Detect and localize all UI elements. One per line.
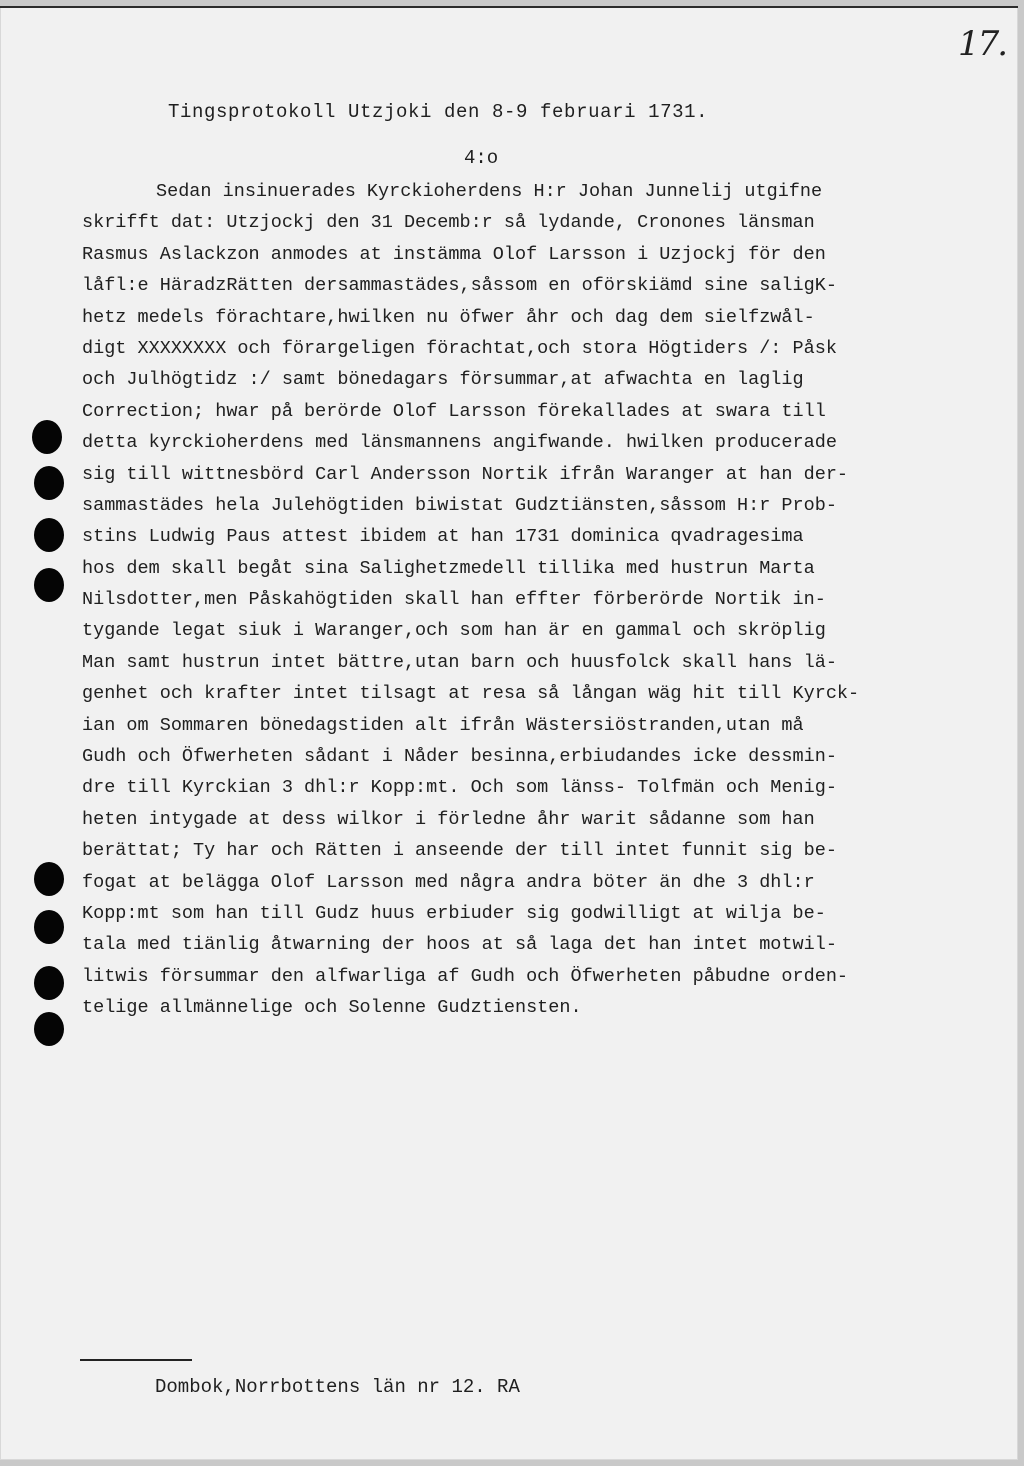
text-line: Rasmus Aslackzon anmodes at instämma Olof Larsson i Uzjockj för den (82, 243, 826, 265)
text-line: telige allmännelige och Solenne Gudztiensten. (82, 997, 582, 1019)
page-top-edge (0, 6, 1018, 8)
punch-hole (34, 910, 64, 944)
text-line: Kopp:mt som han till Gudz huus erbiuder sig godwilligt at wilja be- (82, 902, 826, 924)
text-line: skrifft dat: Utzjockj den 31 Decemb:r så lydande, Cronones länsman (82, 212, 815, 234)
punch-hole (32, 420, 62, 454)
document-page (0, 6, 1018, 1460)
text-line: Man samt hustrun intet bättre,utan barn och huusfolck skall hans lä- (82, 651, 837, 673)
text-line: låfl:e HäradzRätten dersammastädes,såssom en oförskiämd sine saligK- (82, 275, 837, 297)
text-line: hos dem skall begåt sina Salighetzmedell tillika med hustrun Marta (82, 557, 815, 579)
section-number: 4:o (464, 147, 499, 169)
text-line: digt XXXXXXXX och förargeligen förachtat,och stora Högtiders /: Påsk (82, 337, 837, 359)
punch-hole (34, 966, 64, 1000)
text-line: Correction; hwar på berörde Olof Larsson förekallades at swara till (82, 400, 826, 422)
text-line: fogat at belägga Olof Larsson med några andra böter än dhe 3 dhl:r (82, 871, 815, 893)
text-line: sammastädes hela Julehögtiden biwistat Gudztiänsten,såssom H:r Prob- (82, 494, 837, 516)
punch-hole (34, 1012, 64, 1046)
text-line: detta kyrckioherdens med länsmannens angifwande. hwilken producerade (82, 432, 837, 454)
text-line: Nilsdotter,men Påskahögtiden skall han effter förberörde Nortik in- (82, 589, 826, 611)
footnote-rule (80, 1359, 192, 1361)
page-number: 17. (958, 24, 1007, 64)
text-line: berättat; Ty har och Rätten i anseende der till intet funnit sig be- (82, 840, 837, 862)
text-line: sig till wittnesbörd Carl Andersson Nortik ifrån Waranger at han der- (82, 463, 849, 485)
text-line: dre till Kyrckian 3 dhl:r Kopp:mt. Och som länss- Tolfmän och Menig- (82, 777, 837, 799)
text-line: tygande legat siuk i Waranger,och som han är en gammal och skröplig (82, 620, 826, 642)
document-heading: Tingsprotokoll Utzjoki den 8-9 februari 1731. (168, 101, 709, 123)
footnote: Dombok,Norrbottens län nr 12. RA (155, 1376, 520, 1398)
punch-hole (34, 568, 64, 602)
text-line: hetz medels förachtare,hwilken nu öfwer åhr och dag dem sielfzwål- (82, 306, 815, 328)
text-line: heten intygade at dess wilkor i förledne åhr warit sådanne som han (82, 808, 815, 830)
text-line: stins Ludwig Paus attest ibidem at han 1731 dominica qvadragesima (82, 526, 804, 548)
text-line: tala med tiänlig åtwarning der hoos at så laga det han intet motwil- (82, 934, 837, 956)
body-text (82, 176, 962, 1024)
text-line: ian om Sommaren bönedagstiden alt ifrån Wästersiöstranden,utan må (82, 714, 804, 736)
punch-hole (34, 466, 64, 500)
text-line: litwis försummar den alfwarliga af Gudh och Öfwerheten påbudne orden- (82, 965, 849, 987)
text-line: Sedan insinuerades Kyrckioherdens H:r Johan Junnelij utgifne (156, 181, 823, 202)
punch-hole (34, 518, 64, 552)
text-line: Gudh och Öfwerheten sådant i Nåder besinna,erbiudandes icke dessmin- (82, 746, 837, 768)
text-line: och Julhögtidz :/ samt bönedagars försummar,at afwachta en laglig (82, 369, 804, 391)
punch-hole (34, 862, 64, 896)
text-line: genhet och krafter intet tilsagt at resa så långan wäg hit till Kyrck- (82, 683, 860, 705)
